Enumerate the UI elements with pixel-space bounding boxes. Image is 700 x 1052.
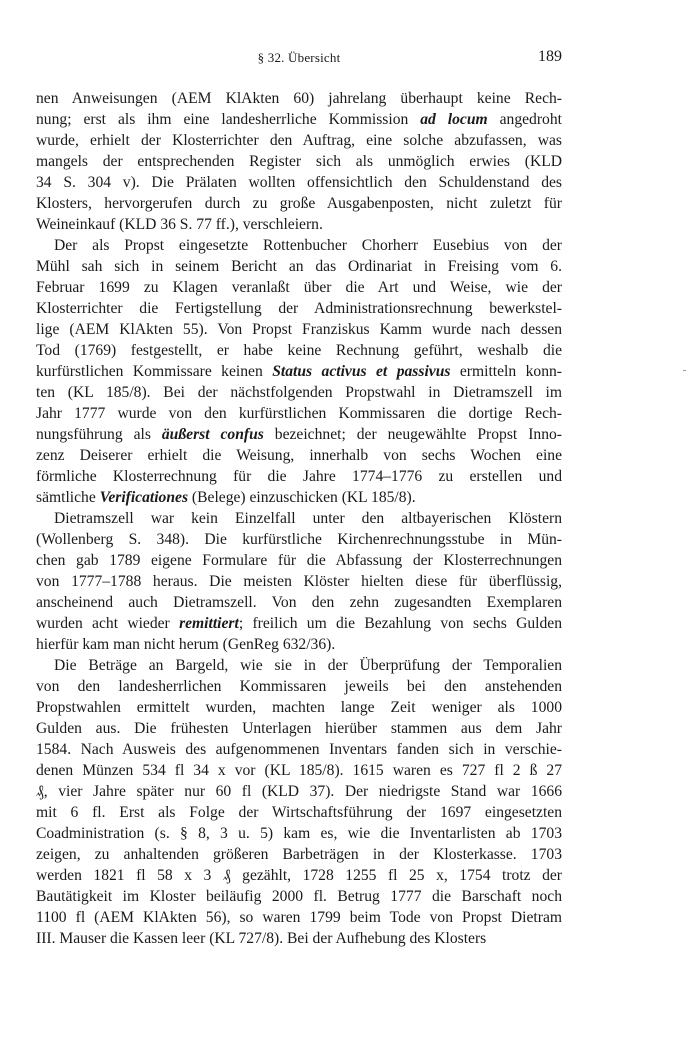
text-line: denen Münzen 534 fl 34 x vor (KL 185/8). 1615 waren es 727 fl 2 ß 27: [36, 762, 562, 779]
text-line: sämtliche Verificationes (Belege) einzuschicken (KL 185/8).: [36, 489, 416, 506]
text-line: nungsführung als äußerst confus bezeichnet; der neugewählte Propst Inno-: [36, 426, 562, 443]
text-line: Februar 1699 zu Klagen veranlaßt über die Art und Weise, wie der: [36, 279, 562, 296]
text-line: Propstwahlen ermittelt wurden, machten lange Zeit weniger als 1000: [36, 699, 562, 716]
text-line: förmliche Klosterrechnung für die Jahre 1774–1776 zu erstellen und: [36, 468, 562, 485]
text-line: anscheinend auch Dietramszell. Von den zehn zugesandten Exemplaren: [36, 594, 562, 611]
paragraph: [36, 235, 562, 508]
text-line: Weineinkauf (KLD 36 S. 77 ff.), verschleiern.: [36, 216, 323, 233]
paragraph: [36, 508, 562, 655]
text-line: mit 6 fl. Erst als Folge der Wirtschaftsführung der 1697 eingesetzten: [36, 804, 562, 821]
text-line: 34 S. 304 v). Die Prälaten wollten offensichtlich den Schuldenstand des: [36, 174, 562, 191]
text-line: chen gab 1789 eigene Formulare für die Abfassung der Klosterrechnungen: [36, 552, 562, 569]
running-head: [36, 48, 562, 70]
text-line: ten (KL 185/8). Bei der nächstfolgenden Propstwahl in Dietramszell im: [36, 384, 562, 401]
text-line: Klosters, hervorgerufen durch zu große Ausgabenposten, nicht zuletzt für: [36, 195, 562, 212]
text-line: zeigen, zu anhaltenden größeren Barbeträgen in der Klosterkasse. 1703: [36, 846, 562, 863]
text-line: Coadministration (s. § 8, 3 u. 5) kam es, wie die Inventarlisten ab 1703: [36, 825, 562, 842]
text-line: von den landesherrlichen Kommissaren jeweils bei den anstehenden: [36, 678, 562, 695]
text-line: Tod (1769) festgestellt, er habe keine Rechnung geführt, weshalb die: [36, 342, 562, 359]
text-line: 1100 fl (AEM KlAkten 56), so waren 1799 beim Tode von Propst Dietram: [36, 909, 562, 926]
text-line: kurfürstlichen Kommissare keinen Status activus et passivus ermitteln konn-: [36, 363, 562, 380]
page-number: 189: [538, 48, 562, 65]
text-line: wurden acht wieder remittiert; freilich um die Bezahlung von sechs Gulden: [36, 615, 562, 632]
text-line: Gulden aus. Die frühesten Unterlagen hierüber stammen aus dem Jahr: [36, 720, 562, 737]
text-line: von 1777–1788 heraus. Die meisten Klöster hielten diese für überflüssig,: [36, 573, 562, 590]
paragraph: [36, 88, 562, 235]
text-line: Jahr 1777 wurde von den kurfürstlichen Kommissaren die dortige Rech-: [36, 405, 562, 422]
text-line: werden 1821 fl 58 x 3 ₰ gezählt, 1728 1255 fl 25 x, 1754 trotz der: [36, 867, 562, 884]
text-line: ₰, vier Jahre später nur 60 fl (KLD 37). Der niedrigste Stand war 1666: [36, 783, 562, 800]
text-line: mangels der entsprechenden Register sich als unmöglich erwies (KLD: [36, 153, 562, 170]
text-line: (Wollenberg S. 348). Die kurfürstliche Kirchenrechnungsstube in Mün-: [36, 531, 562, 548]
paragraph: [36, 655, 562, 949]
text-line: wurde, erhielt der Klosterrichter den Auftrag, eine solche abzufassen, was: [36, 132, 562, 149]
running-title: § 32. Übersicht: [257, 50, 341, 65]
text-line: Die Beträge an Bargeld, wie sie in der Überprüfung der Temporalien: [54, 657, 562, 674]
text-line: lige (AEM KlAkten 55). Von Propst Franziskus Kamm wurde nach dessen: [36, 321, 562, 338]
text-line: Dietramszell war kein Einzelfall unter den altbayerischen Klöstern: [54, 510, 562, 527]
body-text: [36, 88, 562, 949]
text-line: nen Anweisungen (AEM KlAkten 60) jahrelang überhaupt keine Rech-: [36, 90, 562, 107]
text-line: Mühl sah sich in seinem Bericht an das Ordinariat in Freising vom 6.: [36, 258, 562, 275]
text-line: hierfür kam man nicht herum (GenReg 632/36).: [36, 636, 336, 653]
text-line: 1584. Nach Ausweis des aufgenommenen Inventars fanden sich in verschie-: [36, 741, 562, 758]
text-line: III. Mauser die Kassen leer (KL 727/8). Bei der Aufhebung des Klosters: [36, 930, 487, 947]
text-line: Bautätigkeit im Kloster beiläufig 2000 fl. Betrug 1777 die Barschaft noch: [36, 888, 562, 905]
margin-mark: [683, 370, 686, 371]
text-line: Klosterrichter die Fertigstellung der Administrationsrechnung bewerkstel-: [36, 300, 562, 317]
text-line: nung; erst als ihm eine landesherrliche Kommission ad locum angedroht: [36, 111, 562, 128]
text-line: Der als Propst eingesetzte Rottenbucher Chorherr Eusebius von der: [54, 237, 562, 254]
text-line: zenz Deiserer erhielt die Weisung, innerhalb von sechs Wochen eine: [36, 447, 562, 464]
